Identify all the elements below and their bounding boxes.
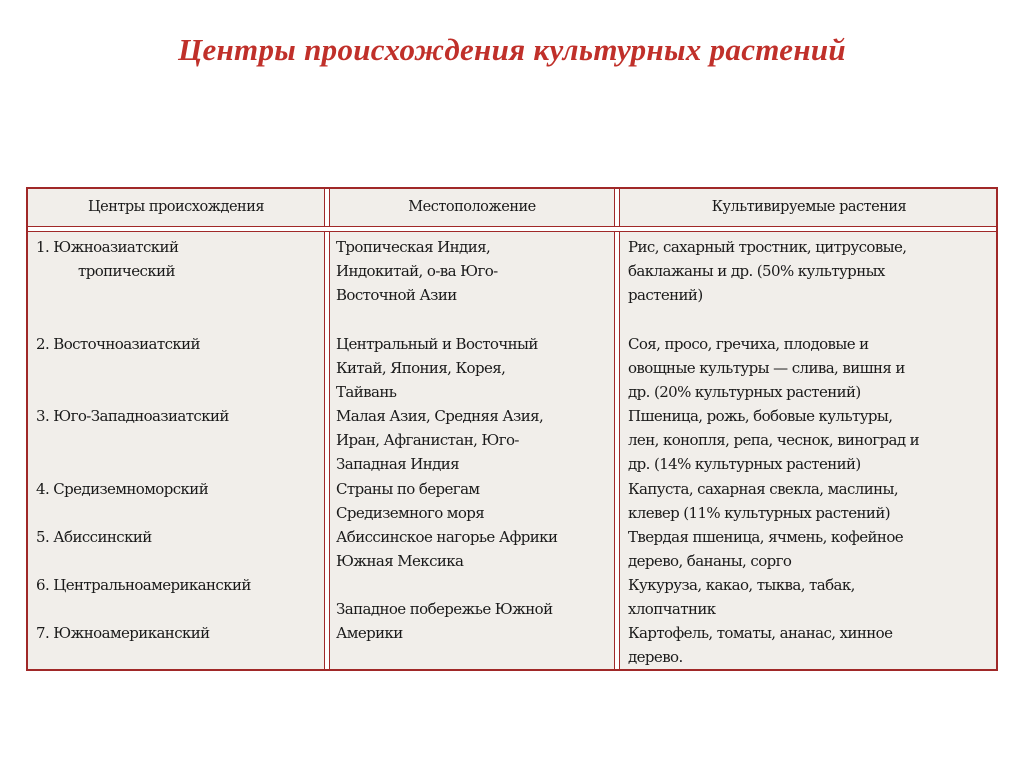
center-cell [36, 573, 251, 597]
plants-text: хлопчатник [628, 600, 716, 618]
slide-title: Центры происхождения культурных растений [178, 32, 846, 67]
plants-cell [628, 235, 906, 307]
location-cell [336, 597, 553, 645]
location-cell [336, 332, 538, 404]
plants-cell [628, 573, 855, 621]
header-centers: Центры происхождения [87, 199, 265, 215]
plants-text: Пшеница, рожь, бобовые культуры, [628, 407, 893, 425]
center-name: 3. Юго-Западноазиатский [36, 407, 229, 425]
center-cell [36, 235, 178, 283]
location-text: Абиссинское нагорье Африки [336, 528, 558, 546]
plants-text: Твердая пшеница, ячмень, кофейное [628, 528, 904, 546]
plants-text: др. (20% культурных растений) [628, 383, 861, 401]
center-cell [36, 621, 210, 645]
location-text: Малая Азия, Средняя Азия, [336, 407, 544, 425]
location-text: Средиземного моря [336, 504, 485, 522]
header-plants: Культивируемые растения [711, 199, 907, 215]
plants-text: дерево, бананы, сорго [628, 552, 792, 570]
plants-text: др. (14% культурных растений) [628, 455, 861, 473]
location-text: Тропическая Индия, [336, 238, 491, 256]
plants-text: Капуста, сахарная свекла, маслины, [628, 480, 899, 498]
plants-cell [628, 404, 919, 476]
location-text: Западная Индия [336, 455, 460, 473]
location-cell [336, 235, 498, 307]
center-name: тропический [78, 262, 175, 280]
plants-text: клевер (11% культурных растений) [628, 504, 890, 522]
location-text: Америки [336, 624, 403, 642]
plants-text: лен, конопля, репа, чеснок, виноград и [628, 431, 920, 449]
header-location: Местоположение [408, 199, 536, 215]
plants-text: дерево. [628, 648, 683, 666]
plants-text: Рис, сахарный тростник, цитрусовые, [628, 238, 907, 256]
plants-text: Соя, просо, гречиха, плодовые и [628, 335, 869, 353]
location-cell [336, 525, 557, 549]
center-name: 6. Центральноамериканский [36, 576, 251, 594]
column-divider [614, 189, 620, 669]
location-text: Западное побережье Южной [336, 600, 553, 618]
plants-cell [628, 477, 898, 525]
origin-centers-table [26, 187, 998, 671]
center-name: 1. Южноазиатский [36, 238, 179, 256]
plants-text: Картофель, томаты, ананас, хинное [628, 624, 893, 642]
plants-cell [628, 525, 903, 573]
center-cell [36, 477, 208, 501]
location-text: Иран, Афганистан, Юго- [336, 431, 519, 449]
center-name: 5. Абиссинский [36, 528, 152, 546]
plants-text: Кукуруза, какао, тыква, табак, [628, 576, 855, 594]
plants-cell [628, 621, 892, 669]
plants-cell [628, 332, 905, 404]
center-name: 2. Восточноазиатский [36, 335, 200, 353]
center-name: 7. Южноамериканский [36, 624, 210, 642]
location-text: Южная Мексика [336, 552, 464, 570]
location-text: Центральный и Восточный [336, 335, 538, 353]
center-cell [36, 332, 200, 356]
header-divider [28, 226, 996, 232]
location-cell [336, 404, 543, 476]
center-name: 4. Средиземноморский [36, 480, 209, 498]
location-text: Восточной Азии [336, 286, 457, 304]
center-cell [36, 404, 229, 428]
plants-text: растений) [628, 286, 703, 304]
plants-text: баклажаны и др. (50% культурных [628, 262, 885, 280]
column-divider [324, 189, 330, 669]
location-text: Индокитай, о-ва Юго- [336, 262, 498, 280]
location-text: Страны по берегам [336, 480, 480, 498]
plants-text: овощные культуры — слива, вишня и [628, 359, 905, 377]
center-cell [36, 525, 152, 549]
location-cell [336, 477, 484, 525]
location-text: Тайвань [336, 383, 397, 401]
location-cell [336, 549, 463, 573]
location-text: Китай, Япония, Корея, [336, 359, 506, 377]
